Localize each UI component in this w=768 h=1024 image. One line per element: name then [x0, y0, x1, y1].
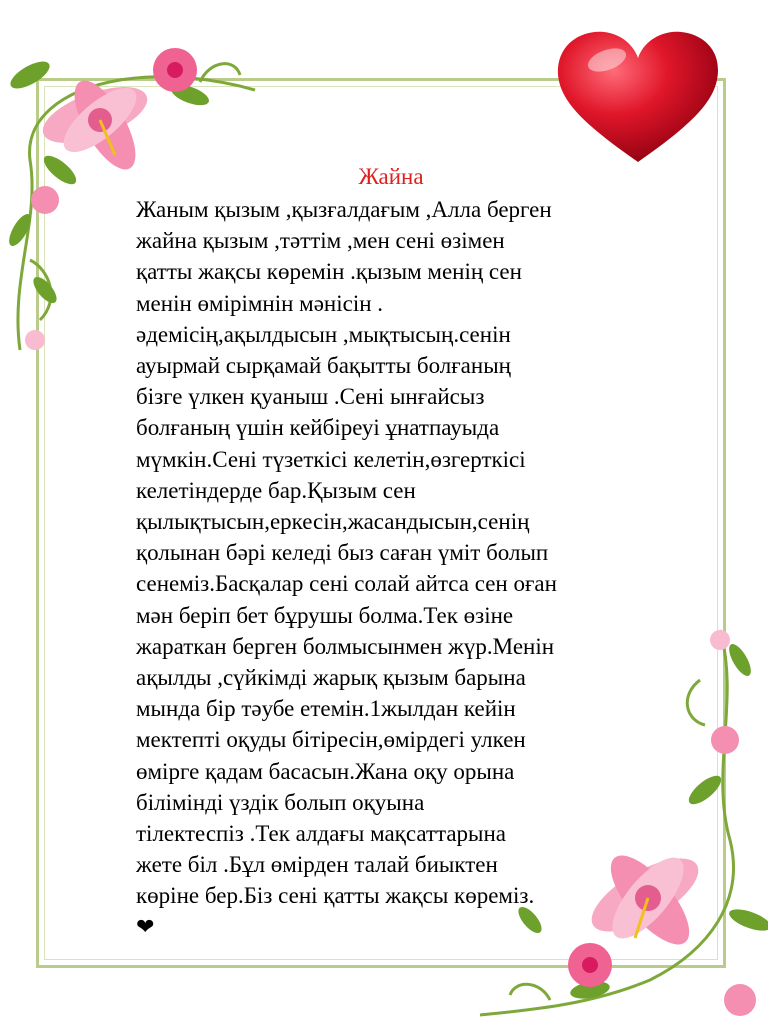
letter-line: ауырмай сырқамай бақытты болғаның: [136, 353, 511, 379]
letter-line: қылықтысын,еркесін,жасандысын,сенің: [136, 509, 530, 535]
letter-body: [136, 160, 646, 942]
heart-image: [552, 28, 724, 168]
letter-line: келетіндерде бар.Қызым сен: [136, 477, 416, 503]
letter-line: әдемісің,ақылдысын ,мықтысың.сенін: [136, 321, 511, 347]
letter-line: Жаным қызым ,қызғалдағым ,Алла берген: [136, 197, 552, 222]
letter-line: ақылды ,сүйкімді жарық қызым барына: [136, 665, 526, 691]
letter-lines: [136, 194, 646, 912]
letter-line: жете біл .Бұл өмірден талай биыктен: [136, 852, 498, 878]
letter-line: өмірге қадам басасын.Жана оқу орына: [136, 758, 515, 784]
letter-line: мында бір тәубе етемін.1жылдан кейін: [136, 696, 516, 722]
letter-line: қатты жақсы көремін .қызым менің сен: [136, 259, 522, 285]
letter-line: мән беріп бет бұрушы болма.Тек өзіне: [136, 602, 514, 628]
letter-line: көріне бер.Біз сені қатты жақсы көреміз.: [136, 883, 535, 909]
letter-line: қолынан бәрі келеді быз саған үміт болып: [136, 540, 549, 566]
heart-symbol-icon: ❤: [136, 913, 155, 939]
letter-line: жараткан берген болмысынмен жүр.Менін: [136, 633, 555, 659]
letter-line: менін өмірімнін мәнісін .: [136, 290, 384, 316]
letter-line: мектепті оқуды бітіресін,өмірдегі улкен: [136, 727, 526, 753]
letter-line: жайна қызым ,тәттім ,мен сені өзімен: [136, 228, 505, 254]
letter-line: тілектеспіз .Тек алдағы мақсаттарына: [136, 821, 507, 847]
letter-line: бізге үлкен қуаныш .Сені ынғайсыз: [136, 384, 485, 410]
letter-line: білімінді үздік болып оқуына: [136, 789, 425, 815]
letter-line: сенеміз.Басқалар сені солай айтса сен оған: [136, 571, 557, 597]
letter-title: Жайна: [358, 164, 424, 189]
letter-line: болғаның үшін кейбіреуі ұнатпауыда: [136, 415, 500, 441]
letter-line: мүмкін.Сені түзеткісі келетін,өзгерткісі: [136, 446, 526, 472]
